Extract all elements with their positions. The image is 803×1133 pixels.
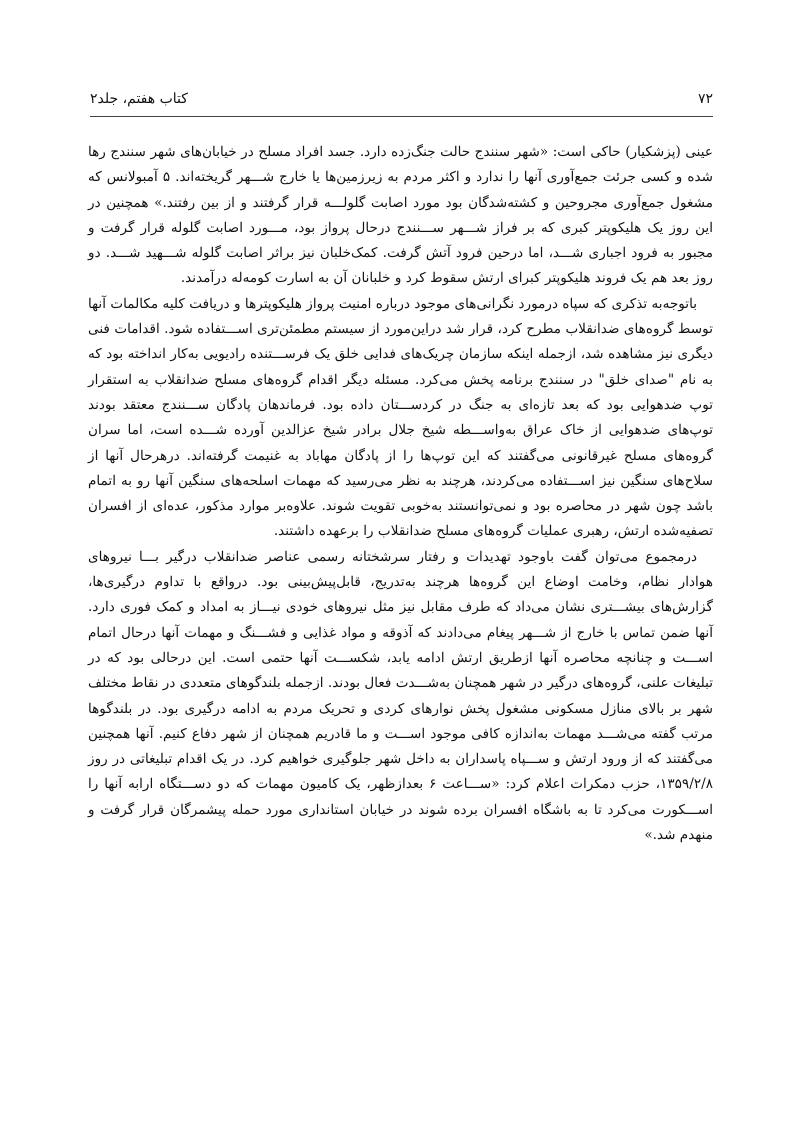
- book-title: کتاب هفتم، جلد۲: [90, 91, 188, 107]
- running-header: [90, 88, 713, 110]
- paragraph-2: باتوجه‌به تذکری که سپاه درمورد نگرانی‌های موجود درباره امنیت پرواز هلیکوپترها و دریافت کلیه مکالمات آنها توسط گروه‌های ضدانقلاب مطرح کرد، قرار شد دراین‌مورد از سیستم مطمئن‌تری اســـتفاده شود. اقدامات فنی دیگری نیز مشاهده شد، ازجمله اینکه سازمان چریک‌های فدایی خلق یک فرســـتنده رادیویی به‌کار انداخته بود که به نام "صدای خلق" در سنندج برنامه پخش می‌کرد. مسئله دیگر اقدام گروه‌های مسلح ضدانقلاب به استقرار توپ ضدهوایی بود که بعد تازه‌ای به جنگ در کردســـتان داده بود. فرماندهان پادگان ســـنندج معتقد بودند توپ‌های ضدهوایی از خاک عراق به‌واســـطه شیخ جلال برادر شیخ عزالدین آورده شـــده است، اما سران گروه‌های مسلح غیرقانونی می‌گفتند که این توپ‌ها را از پادگان مهاباد به غنیمت گرفته‌اند. درهرحال آنها از سلاح‌های سنگین نیز اســـتفاده می‌کردند، هرچند به نظر می‌رسید که مهمات اسلحه‌های سنگین آنها رو به اتمام باشد چون شهر در محاصره بود و نمی‌توانستند به‌خوبی تقویت شوند. علاوه‌بر موارد مذکور، عده‌ای از افسران تصفیه‌شده ارتش، رهبری عملیات گروه‌های مسلح ضدانقلاب را برعهده داشتند.: [88, 295, 713, 540]
- header-divider: [90, 116, 713, 117]
- body-text: [88, 140, 713, 848]
- page-number: ۷۲: [697, 91, 713, 107]
- paragraph-3: درمجموع می‌توان گفت باوجود تهدیدات و رفتار سرشختانه رسمی عناصر ضدانقلاب درگیر بـــا نیروهای هوادار نظام، وخامت اوضاع این گروه‌ها هرچند به‌تدریج، قابل‌پیش‌بینی بود. درواقع با تداوم درگیری‌ها، گزارش‌های بیشـــتری نشان می‌داد که طرف مقابل نیز مثل نیروهای خودی نیـــاز به امداد و کمک فوری دارد. آنها ضمن تماس با خارج از شـــهر پیغام می‌دادند که آذوقه و مواد غذایی و فشـــنگ و مهمات آنها درحال اتمام اســـت و چنانچه محاصره آنها ازطریق ارتش ادامه یابد، شکســـت آنها حتمی است. این درحالی بود که در تبلیغات علنی، گروه‌های درگیر در شهر همچنان به‌شـــدت فعال بودند. ازجمله بلندگوهای متعددی در نقاط مختلف شهر بر بالای منازل مسکونی مشغول پخش نوارهای کردی و تحریک مردم به ادامه درگیری بود. در بلندگوها مرتب گفته می‌شـــد مهمات به‌اندازه کافی موجود اســـت و ما قادریم همچنان از شهر دفاع کنیم. آنها همچنین می‌گفتند که از ورود ارتش و ســـپاه پاسداران به داخل شهر جلوگیری خواهیم کرد. در یک اقدام تبلیغاتی در روز ۱۳۵۹/۲/۸، حزب دمکرات اعلام کرد: «ســـاعت ۶ بعدازظهر، یک کامیون مهمات که دو دســـتگاه ارابه آنها را اســـکورت می‌کرد تا به باشگاه افسران برده شوند در خیابان استانداری مورد حمله پیشمرگان قرار گرفت و منهدم شد.»: [88, 548, 713, 844]
- paragraph-1: عینی (پزشکیار) حاکی است: «شهر سنندج حالت جنگ‌زده دارد. جسد افراد مسلح در خیابان‌های شهر سنندج رها شده و کسی جرئت جمع‌آوری آنها را ندارد و اکثر مردم به زیرزمین‌ها یا خارج شـــهر گریخته‌اند. ۵ آمبولانس که مشغول جمع‌آوری مجروحین و کشته‌شدگان بود مورد اصابت گلولـــه قرار گرفتند و از بین رفتند.» همچنین در این روز یک هلیکوپتر کبری که بر فراز شـــهر ســـنندج درحال پرواز بود، مـــورد اصابت گلوله قرار گرفت و مجبور به فرود اجباری شـــد، اما درحین فرود آتش گرفت. کمک‌خلبان نیز براثر اصابت گلوله شـــهید شـــد. دو روز بعد هم یک فروند هلیکوپتر کبرای ارتش سقوط کرد و خلبانان آن به اسارت کومه‌له درآمدند.: [88, 144, 713, 287]
